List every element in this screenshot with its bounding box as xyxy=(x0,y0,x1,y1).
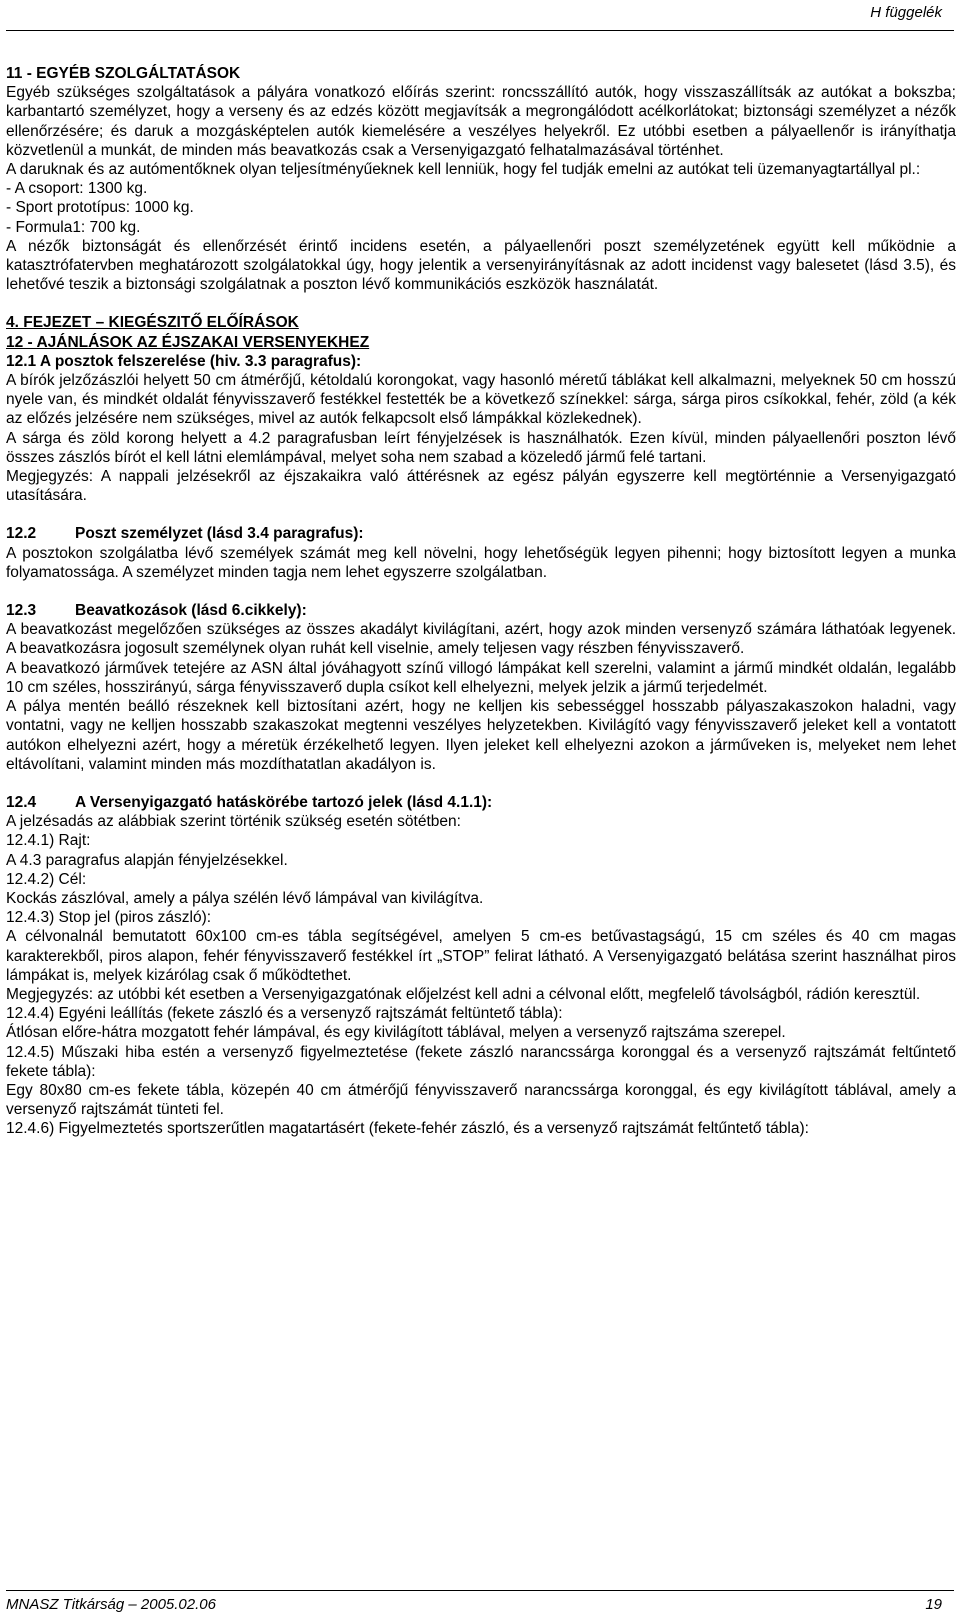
header-divider xyxy=(6,30,954,31)
section-number: 12.3 xyxy=(6,602,37,620)
section-number: 12.2 xyxy=(6,525,37,543)
section-12-1-paragraph: Megjegyzés: A nappali jelzésekről az éjszakaikra való áttérésnek az egész pályán egyszerre kell megtörténnie a Versenyigazgató utasítására. xyxy=(6,468,956,505)
list-item: - Formula1: 700 kg. xyxy=(6,218,141,236)
section-title: Beavatkozások (lásd 6.cikkely): xyxy=(75,602,307,620)
subsection-body: Egy 80x80 cm-es fekete tábla, közepén 40 cm átmérőjű fényvisszaverő narancssárga koronggal, és egy kivilágított táblával, amely a versenyző rajtszámát tünteti fel. xyxy=(6,1081,956,1119)
section-12-4-heading xyxy=(6,793,956,812)
header-title: H függelék xyxy=(870,4,942,21)
page-number: 19 xyxy=(925,1596,942,1613)
section-title: Poszt személyzet (lásd 3.4 paragrafus): xyxy=(75,525,364,543)
section-12-3-heading xyxy=(6,601,956,620)
subsection-label: 12.4.4) Egyéni leállítás (fekete zászló és a versenyző rajtszámát feltüntető tábla): xyxy=(6,1005,563,1023)
footer-divider xyxy=(6,1590,954,1591)
chapter-4-subheading: 12 - AJÁNLÁSOK AZ ÉJSZAKAI VERSENYEKHEZ xyxy=(6,333,370,351)
section-12-4-intro: A jelzésadás az alábbiak szerint történik szükség esetén sötétben: xyxy=(6,813,461,831)
subsection-body: Kockás zászlóval, amely a pálya szélén lévő lámpával van kivilágítva. xyxy=(6,889,484,907)
section-11-heading: 11 - EGYÉB SZOLGÁLTATÁSOK xyxy=(6,65,241,82)
footer-text: MNASZ Titkárság – 2005.02.06 xyxy=(6,1596,216,1613)
subsection-label: 12.4.1) Rajt: xyxy=(6,832,91,850)
section-12-2-heading xyxy=(6,524,956,543)
section-11-paragraph: A nézők biztonságát és ellenőrzését érintő incidens esetén, a pályaellenőri poszt személyzetének együtt kell működnie a katasztrófatervben meghatározott szolgálatokkal úgy, hogy jelentik a versenyirányításnak az adott incidenst vagy balesetet (lásd 3.5), és lehetővé teszik a biztonsági szolgálatnak a poszton lévő kommunikációs eszközök használatát. xyxy=(6,237,956,294)
subsection-label: 12.4.5) Műszaki hiba estén a versenyző figyelmeztetése (fekete zászló narancssárga koronggal és a versenyző rajtszámát feltűntető fekete tábla): xyxy=(6,1043,956,1080)
subsection-body: A 4.3 paragrafus alapján fényjelzésekkel. xyxy=(6,851,288,869)
section-12-3-paragraph: A beavatkozást megelőzően szükséges az összes akadályt kivilágítani, azért, hogy azok minden versenyző számára láthatóak legyenek. A beavatkozásra jogosult személynek olyan ruhát kell viselnie, amely teljesen vagy részben fényvisszaverő. xyxy=(6,621,956,658)
subsection-body: A célvonalnál bemutatott 60x100 cm-es tábla segítségével, amelyen 5 cm-es betűvastagságú, 15 cm széles és 40 cm magas karakterekből, piros alapon, fehér fényvisszaverő festékkel írt „STOP” felirat látható. A Versenyigazgató belátása szerint használhat piros lámpákat is, melyek kizárólag csak ő működtethet. xyxy=(6,928,956,984)
section-12-1-paragraph: A bírók jelzőzászlói helyett 50 cm átmérőjű, kétoldalú korongokat, vagy hasonló méretű táblákat kell alkalmazni, melyeknek 50 cm hosszú nyele van, és mindkét oldalát fényvisszaverő festékkel festették be a következő színekkel: sárga, sárga piros csíkokkal, fehér, zöld (a kék az előzés jelzésére nem szükséges, mivel az autók felkapcsolt első lámpákkal közlekednek). xyxy=(6,372,956,428)
list-item: - Sport prototípus: 1000 kg. xyxy=(6,199,194,217)
subsection-body: Átlósan előre-hátra mozgatott fehér lámpával, és egy kivilágított táblával, melyen a versenyző rajtszáma szerepel. xyxy=(6,1024,786,1042)
list-item: - A csoport: 1300 kg. xyxy=(6,180,148,198)
section-number: 12.4 xyxy=(6,793,37,811)
section-12-1-heading: 12.1 A posztok felszerelése (hiv. 3.3 paragrafus): xyxy=(6,352,362,370)
chapter-4-heading: 4. FEJEZET – KIEGÉSZITŐ ELŐÍRÁSOK xyxy=(6,314,299,332)
subsection-body: Megjegyzés: az utóbbi két esetben a Versenyigazgatónak előjelzést kell adni a célvonal előtt, megfelelő távolságból, rádión keresztül. xyxy=(6,985,921,1003)
subsection-label: 12.4.3) Stop jel (piros zászló): xyxy=(6,909,212,927)
section-12-3-paragraph: A pálya mentén beálló részeknek kell biztosítani azért, hogy ne kelljen kis sebességgel hosszabb pályaszakaszokon haladni, vagy vontatni, vagy ne kelljen hosszabb szakaszokat megtenni veszélyes helyzetekben. Kivilágító vagy fényvisszaverő jeleket kell a vontatott autókon elhelyezni azért, hogy a méretük érzékelhető legyen. Ilyen jeleket kell elhelyezni azokon a járműveken is, melyeket nem lehet eltávolítani, valamint minden más mozdíthatatlan akadályon is. xyxy=(6,698,956,773)
subsection-label: 12.4.2) Cél: xyxy=(6,870,87,888)
section-11-paragraph: Egyéb szükséges szolgáltatások a pályára vonatkozó előírás szerint: roncsszállító autók, hogy visszaszállítsák az autókat a bokszba; karbantartó személyzet, hogy a verseny és az edzés között megjavítsák a megrongálódott acélkorlátokat; biztonsági személyzet a nézők ellenőrzésére; és daruk a mozgásképtelen autók kiemelésére a veszélyes helyekről. Ez utóbbi esetben a pályaellenőr is irányíthatja közvetlenül a munkát, de minden más beavatkozás csak a Versenyigazgató felhatalmazásával történhet. xyxy=(6,84,956,159)
section-12-1-paragraph: A sárga és zöld korong helyett a 4.2 paragrafusban leírt fényjelzések is használhatók. Ezen kívül, minden pályaellenőri poszton lévő összes zászlós bírót el kell látni elemlámpával, melyet soha nem szabad a közeledő jármű felé tartani. xyxy=(6,429,956,466)
section-11-paragraph: A daruknak és az autómentőknek olyan teljesítményűeknek kell lenniük, hogy fel tudják emelni az autókat teli üzemanyagtartállyal pl.: xyxy=(6,161,921,179)
section-title: A Versenyigazgató hatáskörébe tartozó jelek (lásd 4.1.1): xyxy=(75,793,493,811)
section-12-3-paragraph: A beavatkozó járművek tetejére az ASN által jóváhagyott színű villogó lámpákat kell szerelni, valamint a jármű mindkét oldalán, legalább 10 cm széles, hosszirányú, sárga fényvisszaverő dupla csíkot kell elhelyezni, melyek jelzik a jármű terjedelmét. xyxy=(6,659,956,696)
subsection-label: 12.4.6) Figyelmeztetés sportszerűtlen magatartásért (fekete-fehér zászló, és a versenyző rajtszámát feltűntető tábla): xyxy=(6,1120,809,1138)
section-12-2-paragraph: A posztokon szolgálatba lévő személyek számát meg kell növelni, hogy lehetőségük legyen pihenni; hogy biztosított legyen a munka folyamatossága. A személyzet minden tagja nem lehet egyszerre szolgálatban. xyxy=(6,544,956,581)
document-body xyxy=(6,64,956,1139)
